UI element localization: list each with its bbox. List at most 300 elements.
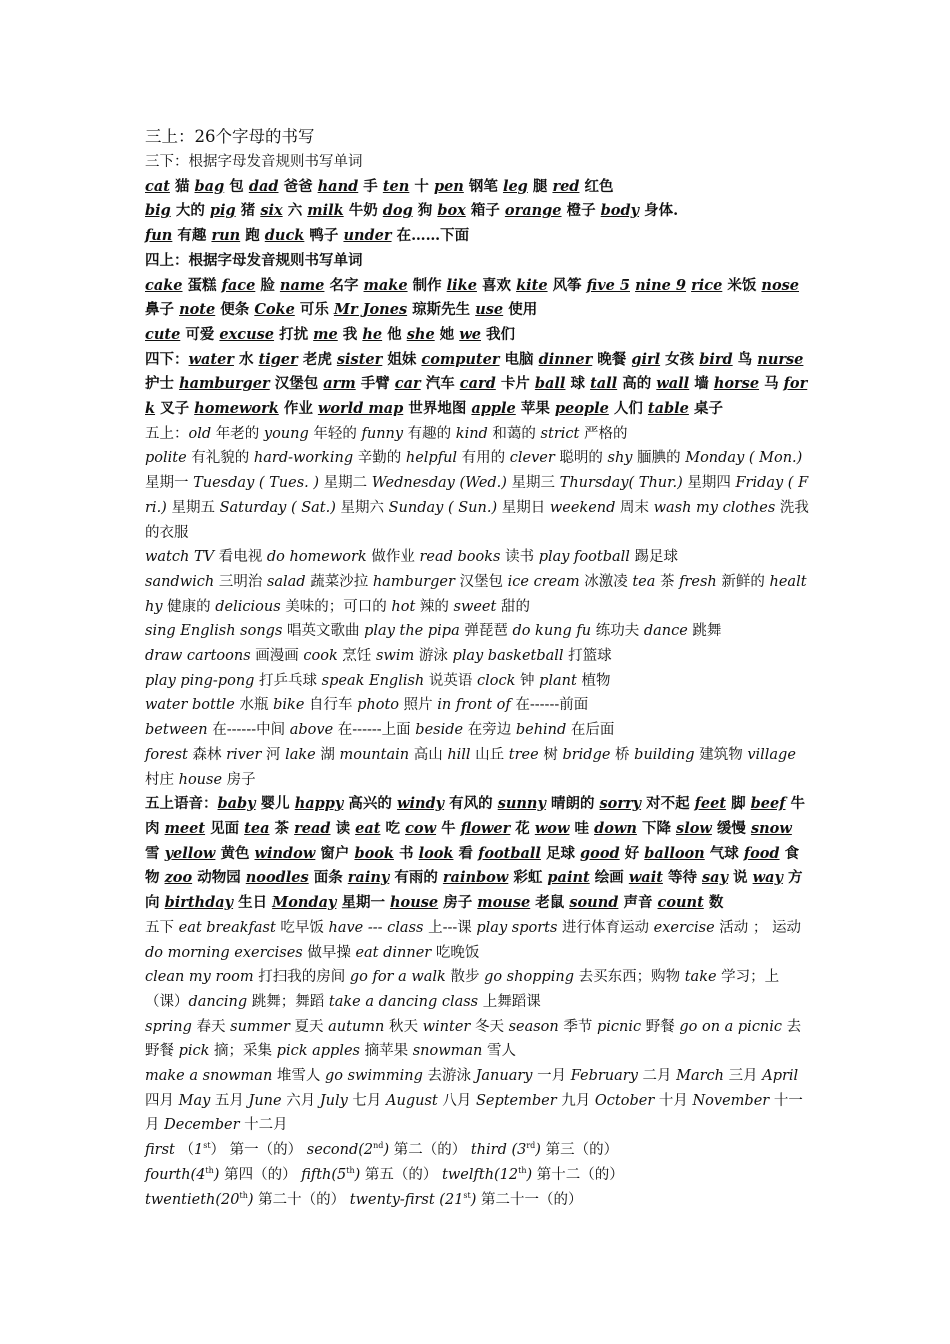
english-word: hill xyxy=(447,746,471,763)
chinese-text: 便条 xyxy=(215,301,255,319)
english-word: read books xyxy=(419,549,501,566)
english-word: pig xyxy=(209,202,236,220)
english-word: tiger xyxy=(258,350,298,368)
chinese-text: 缓慢 xyxy=(711,819,751,837)
chinese-text: 在旁边 xyxy=(463,722,516,739)
chinese-text: 星期日 xyxy=(497,499,550,516)
chinese-text: 女孩 xyxy=(660,350,700,368)
english-word: polite xyxy=(145,450,187,467)
chinese-text: 有趣 xyxy=(172,227,212,245)
english-word: dance xyxy=(643,623,688,640)
english-word: run xyxy=(211,227,241,245)
english-word: bag xyxy=(194,177,225,195)
chinese-text: 绘画 xyxy=(589,869,629,887)
chinese-text: 打篮球 xyxy=(563,648,612,665)
chinese-text: 第四（的） xyxy=(219,1166,302,1183)
english-word: five 5 xyxy=(586,276,630,294)
chinese-text: 猫 xyxy=(169,177,195,195)
english-word: weekend xyxy=(549,499,616,516)
chinese-text: 河 xyxy=(261,746,286,763)
english-word: summer xyxy=(230,1018,290,1035)
chinese-text: 村庄 xyxy=(145,771,179,788)
chinese-text: 四上：根据字母发音规则书写单词 xyxy=(145,251,363,269)
chinese-text: 好 xyxy=(619,844,645,862)
chinese-text: 茶 xyxy=(655,573,680,590)
chinese-text: 打乒乓球 xyxy=(254,672,322,689)
english-word: beside xyxy=(415,722,464,739)
english-word: May xyxy=(178,1092,211,1109)
english-word: dinner xyxy=(538,350,593,368)
english-word: window xyxy=(254,844,316,862)
english-word: windy xyxy=(396,795,445,813)
chinese-text: 动物园 xyxy=(192,869,246,887)
english-word: cow xyxy=(405,819,437,837)
chinese-text: 摘苹果 xyxy=(359,1043,413,1060)
chinese-text: 人们 xyxy=(608,400,648,418)
english-word: big xyxy=(145,202,171,220)
chinese-text: 在后面 xyxy=(566,722,615,739)
text-line-l15 xyxy=(145,644,809,669)
english-word: hamburger xyxy=(372,573,455,590)
english-word: first xyxy=(145,1142,175,1159)
english-word: November xyxy=(692,1092,770,1109)
chinese-text: 世界地图 xyxy=(403,400,472,418)
english-word: clean my room xyxy=(145,969,254,986)
english-word: water xyxy=(188,350,234,368)
english-word: lake xyxy=(285,746,316,763)
chinese-text: 第二十一（的） xyxy=(476,1191,583,1208)
english-word: forest xyxy=(145,746,188,763)
english-word: tea xyxy=(632,573,656,590)
english-word: way xyxy=(752,869,783,887)
document-page xyxy=(145,124,809,1212)
chinese-text: 作业 xyxy=(278,400,318,418)
english-word: sing English songs xyxy=(145,623,283,640)
english-word: world map xyxy=(317,400,404,418)
chinese-text: 跳舞；舞蹈 xyxy=(247,993,329,1010)
chinese-text: ） 第一（的） xyxy=(210,1142,307,1159)
english-word: face xyxy=(221,276,256,294)
english-word: go on a picnic xyxy=(679,1018,783,1035)
english-word: body xyxy=(600,202,640,220)
english-word: helpful xyxy=(405,450,458,467)
english-word: second(2 xyxy=(306,1142,374,1159)
chinese-text: 有用的 xyxy=(457,450,510,467)
english-word: nine 9 xyxy=(635,276,687,294)
chinese-text: 鼻子 xyxy=(145,301,180,319)
text-line-l13 xyxy=(145,570,809,619)
english-word: play sports xyxy=(476,919,558,936)
english-word: wow xyxy=(534,819,570,837)
english-word: card xyxy=(459,375,496,393)
english-word: strict xyxy=(540,425,580,442)
chinese-text: 声音 xyxy=(618,894,658,912)
text-line-l18 xyxy=(145,718,809,743)
text-line-l20 xyxy=(145,792,809,916)
english-word: season xyxy=(508,1018,559,1035)
chinese-text: 电脑 xyxy=(499,350,539,368)
chinese-text: 十一月 xyxy=(145,1092,803,1134)
chinese-text: 说英语 xyxy=(424,672,477,689)
chinese-text: 进行体育运动 xyxy=(557,919,654,936)
english-word: hot xyxy=(391,598,416,615)
chinese-text: 晚餐 xyxy=(592,350,632,368)
chinese-text: 季节 xyxy=(558,1018,597,1035)
english-word: Sunday ( Sun.) xyxy=(388,499,498,516)
english-word: birthday xyxy=(164,894,234,912)
english-word: dad xyxy=(248,177,279,195)
chinese-text: 大的 xyxy=(170,202,210,220)
text-line-l1 xyxy=(145,124,809,150)
chinese-text: 房子 xyxy=(222,771,256,788)
ordinal-suffix: nd xyxy=(373,1141,384,1151)
english-word: food xyxy=(743,844,780,862)
chinese-text: 手臂 xyxy=(355,375,395,393)
english-word: eat xyxy=(355,819,381,837)
english-word: excuse xyxy=(219,325,275,343)
english-word: house xyxy=(390,894,439,912)
chinese-text: 猪 xyxy=(235,202,261,220)
english-word: snow xyxy=(750,819,792,837)
chinese-text: 琼斯先生 xyxy=(407,301,476,319)
english-word: plant xyxy=(539,672,577,689)
english-word: do morning exercises xyxy=(145,944,303,961)
english-word: cook xyxy=(303,648,338,665)
english-word: August xyxy=(386,1092,438,1109)
english-word: kind xyxy=(455,425,488,442)
english-word: swim xyxy=(375,648,415,665)
english-word: she xyxy=(406,325,435,343)
english-word: 1 xyxy=(193,1142,204,1159)
chinese-text: 游泳 xyxy=(414,648,453,665)
english-word: have --- class xyxy=(328,919,424,936)
english-word: table xyxy=(647,400,689,418)
chinese-text: 手 xyxy=(358,177,383,195)
english-word: go shopping xyxy=(484,969,575,986)
chinese-text: 自行车 xyxy=(304,697,358,714)
chinese-text: 星期六 xyxy=(335,499,389,516)
chinese-text: 第五（的） xyxy=(360,1166,443,1183)
chinese-text: 高兴的 xyxy=(343,795,397,813)
chinese-text: 秋天 xyxy=(384,1018,423,1035)
english-word: October xyxy=(594,1092,655,1109)
english-word: red xyxy=(552,177,580,195)
english-word: building xyxy=(634,746,695,763)
chinese-text: 红色 xyxy=(579,177,614,195)
chinese-text: 周末 xyxy=(615,499,654,516)
english-word: tea xyxy=(244,819,270,837)
text-line-l27 xyxy=(145,1188,809,1213)
chinese-text: 窗户 xyxy=(315,844,355,862)
text-line-l17 xyxy=(145,693,809,718)
chinese-text: 身体. xyxy=(639,202,679,220)
english-word: name xyxy=(279,276,325,294)
english-word: bird xyxy=(699,350,733,368)
english-word: twenty-first (21 xyxy=(349,1191,464,1208)
chinese-text: 画漫画 xyxy=(250,648,304,665)
chinese-text: 辛勤的 xyxy=(353,450,406,467)
english-word: read xyxy=(294,819,331,837)
chinese-text: 有趣的 xyxy=(403,425,456,442)
chinese-text: 高的 xyxy=(617,375,657,393)
english-word: take xyxy=(684,969,717,986)
english-word: Wednesday (Wed.) xyxy=(371,475,507,492)
chinese-text: 牛奶 xyxy=(343,202,383,220)
chinese-text: 制作 xyxy=(407,276,447,294)
chinese-text: 六 xyxy=(282,202,308,220)
text-line-l21 xyxy=(145,916,809,965)
english-word: balloon xyxy=(644,844,705,862)
chinese-text: 腿 xyxy=(527,177,553,195)
english-word: count xyxy=(657,894,704,912)
english-word: sound xyxy=(569,894,619,912)
chinese-text: 二月 xyxy=(637,1068,677,1085)
chinese-text: 护士 xyxy=(145,375,180,393)
chinese-text: 和蔼的 xyxy=(487,425,541,442)
chinese-text: 新鲜的 xyxy=(716,573,770,590)
chinese-text: 活动 ； 运动 xyxy=(714,919,802,936)
english-word: arm xyxy=(323,375,356,393)
text-line-l2 xyxy=(145,150,809,175)
chinese-text: 鸭子 xyxy=(304,227,344,245)
english-word: box xyxy=(437,202,466,220)
english-word: we xyxy=(459,325,481,343)
english-word: ice cream xyxy=(507,573,580,590)
english-word: homework xyxy=(194,400,279,418)
english-word: kite xyxy=(516,276,548,294)
ordinal-suffix: rd xyxy=(526,1141,536,1151)
english-word: fun xyxy=(145,227,173,245)
english-word: cute xyxy=(145,325,181,343)
chinese-text: 在------上面 xyxy=(333,722,416,739)
english-word: meet xyxy=(164,819,206,837)
chinese-text: 在------中间 xyxy=(207,722,290,739)
english-word: clever xyxy=(509,450,555,467)
english-word: house xyxy=(178,771,223,788)
chinese-text: 做作业 xyxy=(366,549,420,566)
english-word: use xyxy=(475,301,504,319)
chinese-text: 有礼貌的 xyxy=(186,450,254,467)
chinese-text: 可爱 xyxy=(180,325,220,343)
english-word: ) xyxy=(247,1191,254,1208)
english-word: twentieth(20 xyxy=(145,1191,240,1208)
chinese-text: 气球 xyxy=(704,844,744,862)
chinese-text: 洗我的衣服 xyxy=(145,499,809,541)
english-word: in front of xyxy=(437,697,511,714)
chinese-text: 对不起 xyxy=(641,795,695,813)
chinese-text: 喜欢 xyxy=(476,276,517,294)
english-word: car xyxy=(394,375,421,393)
chinese-text: 水 xyxy=(233,350,259,368)
english-word: shy xyxy=(607,450,633,467)
chinese-text: 看 xyxy=(453,844,479,862)
english-word: June xyxy=(248,1092,282,1109)
chinese-text: 学习；上（课） xyxy=(145,969,780,1010)
english-word: paint xyxy=(547,869,590,887)
chinese-text: 狗 xyxy=(412,202,438,220)
english-word: note xyxy=(179,301,216,319)
chinese-text: 足球 xyxy=(540,844,581,862)
chinese-text: 十 xyxy=(409,177,434,195)
chinese-text: 六月 xyxy=(281,1092,320,1109)
chinese-text: 星期一 xyxy=(145,475,194,492)
english-word: Monday xyxy=(272,894,337,912)
chinese-text: 第三（的） xyxy=(540,1142,619,1159)
text-line-l5 xyxy=(145,224,809,249)
chinese-text: 星期一 xyxy=(336,894,391,912)
english-word: water bottle xyxy=(145,697,235,714)
chinese-text: 数 xyxy=(703,894,724,912)
chinese-text: 鸟 xyxy=(732,350,758,368)
chinese-text: 严格的 xyxy=(579,425,628,442)
english-word: horse xyxy=(713,375,760,393)
ordinal-suffix: th xyxy=(518,1166,527,1175)
english-word: ball xyxy=(534,375,566,393)
chinese-text: 去游泳 xyxy=(422,1068,476,1085)
chinese-text: 第二十（的） xyxy=(253,1191,350,1208)
english-word: noodles xyxy=(245,869,309,887)
chinese-text: 十月 xyxy=(654,1092,693,1109)
chinese-text: 雪人 xyxy=(482,1043,516,1060)
english-word: slow xyxy=(676,819,712,837)
text-line-l19 xyxy=(145,743,809,792)
english-word: watch TV xyxy=(145,549,215,566)
chinese-text: 牛 xyxy=(436,819,461,837)
chinese-text: 一月 xyxy=(532,1068,571,1085)
chinese-text: 风筝 xyxy=(547,276,587,294)
chinese-text: 辣的 xyxy=(415,598,454,615)
english-word: say xyxy=(702,869,728,887)
english-word: happy xyxy=(294,795,344,813)
chinese-text: 黄色 xyxy=(215,844,255,862)
chinese-text: 有风的 xyxy=(444,795,498,813)
english-word: March xyxy=(676,1068,724,1085)
chinese-text: 钢笔 xyxy=(463,177,503,195)
chinese-text: 打扰 xyxy=(274,325,314,343)
english-word: fifth(5 xyxy=(301,1166,347,1183)
chinese-text: 爸爸 xyxy=(278,177,318,195)
chinese-text: 打扫我的房间 xyxy=(253,969,350,986)
english-word: yellow xyxy=(164,844,216,862)
chinese-text: 星期二 xyxy=(319,475,372,492)
text-line-l8 xyxy=(145,323,809,348)
chinese-text: 腼腆的 xyxy=(632,450,686,467)
english-word: wall xyxy=(656,375,690,393)
chinese-text: 房子 xyxy=(438,894,478,912)
chinese-text: 姐妹 xyxy=(382,350,422,368)
chinese-text: 蔬菜沙拉 xyxy=(305,573,373,590)
english-word: dog xyxy=(382,202,413,220)
chinese-text: 照片 xyxy=(399,697,438,714)
chinese-text: 等待 xyxy=(662,869,703,887)
chinese-text: 夏天 xyxy=(289,1018,329,1035)
chinese-text: 健康的 xyxy=(162,598,216,615)
chinese-text: 她 xyxy=(434,325,460,343)
text-line-l12 xyxy=(145,545,809,570)
chinese-text: 食物 xyxy=(145,844,800,887)
english-word: sorry xyxy=(599,795,642,813)
english-word: take a dancing class xyxy=(328,993,479,1010)
english-word: sister xyxy=(336,350,383,368)
english-word: make xyxy=(363,276,408,294)
english-word: rice xyxy=(691,276,723,294)
chinese-text: 苹果 xyxy=(515,400,555,418)
chinese-text: 年轻的 xyxy=(308,425,362,442)
english-word: milk xyxy=(307,202,344,220)
chinese-text: 聪明的 xyxy=(554,450,608,467)
chinese-text: 建筑物 xyxy=(694,746,748,763)
chinese-text: 脚 xyxy=(726,795,751,813)
english-word: river xyxy=(226,746,262,763)
english-word: clock xyxy=(476,672,516,689)
english-word: Friday ( Fri.) xyxy=(145,475,809,516)
english-word: go swimming xyxy=(325,1068,423,1085)
chinese-text: 牛肉 xyxy=(145,795,806,837)
chinese-text: 吃 xyxy=(380,819,406,837)
text-line-l4 xyxy=(145,199,809,224)
english-word: eat dinner xyxy=(355,944,432,961)
english-word: salad xyxy=(266,573,306,590)
chinese-text: 方向 xyxy=(145,869,803,912)
chinese-text: 冰激凌 xyxy=(579,573,633,590)
ordinal-suffix: th xyxy=(346,1166,355,1175)
chinese-text: 练功夫 xyxy=(591,623,644,640)
text-line-l3 xyxy=(145,175,809,200)
english-word: down xyxy=(594,819,637,837)
chinese-text: 踢足球 xyxy=(629,549,679,566)
chinese-text: 十二月 xyxy=(239,1117,288,1134)
english-word: duck xyxy=(264,227,305,245)
english-word: between xyxy=(145,722,208,739)
chinese-text: 老鼠 xyxy=(530,894,570,912)
english-word: eat breakfast xyxy=(178,919,276,936)
english-word: book xyxy=(354,844,394,862)
english-word: April xyxy=(762,1068,799,1085)
english-word: hamburger xyxy=(179,375,270,393)
chinese-text: 甜的 xyxy=(496,598,530,615)
english-word: he xyxy=(362,325,383,343)
english-word: healthy xyxy=(145,573,807,615)
english-word: me xyxy=(313,325,338,343)
ordinal-suffix: st xyxy=(203,1141,211,1151)
chinese-text: 脸 xyxy=(255,276,280,294)
chinese-text: 第二（的） xyxy=(389,1142,471,1159)
text-line-l25 xyxy=(145,1138,809,1163)
chinese-text: 星期三 xyxy=(506,475,560,492)
chinese-text: 我 xyxy=(337,325,363,343)
english-word: mountain xyxy=(339,746,410,763)
chinese-text: 去野餐 xyxy=(145,1018,802,1060)
chinese-text: 婴儿 xyxy=(255,795,295,813)
chinese-text: 水瓶 xyxy=(234,697,274,714)
english-word: tall xyxy=(590,375,618,393)
english-word: ten xyxy=(382,177,410,195)
chinese-text: 使用 xyxy=(503,301,538,319)
english-word: wait xyxy=(628,869,663,887)
text-line-l7 xyxy=(145,274,809,323)
chinese-text: 山丘 xyxy=(470,746,509,763)
text-line-l6 xyxy=(145,249,809,274)
english-word: ) xyxy=(526,1166,533,1183)
english-word: behind xyxy=(515,722,567,739)
chinese-text: 箱子 xyxy=(465,202,505,220)
chinese-text: 八月 xyxy=(437,1092,476,1109)
chinese-text: 桥 xyxy=(610,746,635,763)
chinese-text: 年老的 xyxy=(211,425,264,442)
chinese-text: 冬天 xyxy=(470,1018,509,1035)
english-word: pick apples xyxy=(276,1043,360,1060)
chinese-text: 花 xyxy=(510,819,535,837)
